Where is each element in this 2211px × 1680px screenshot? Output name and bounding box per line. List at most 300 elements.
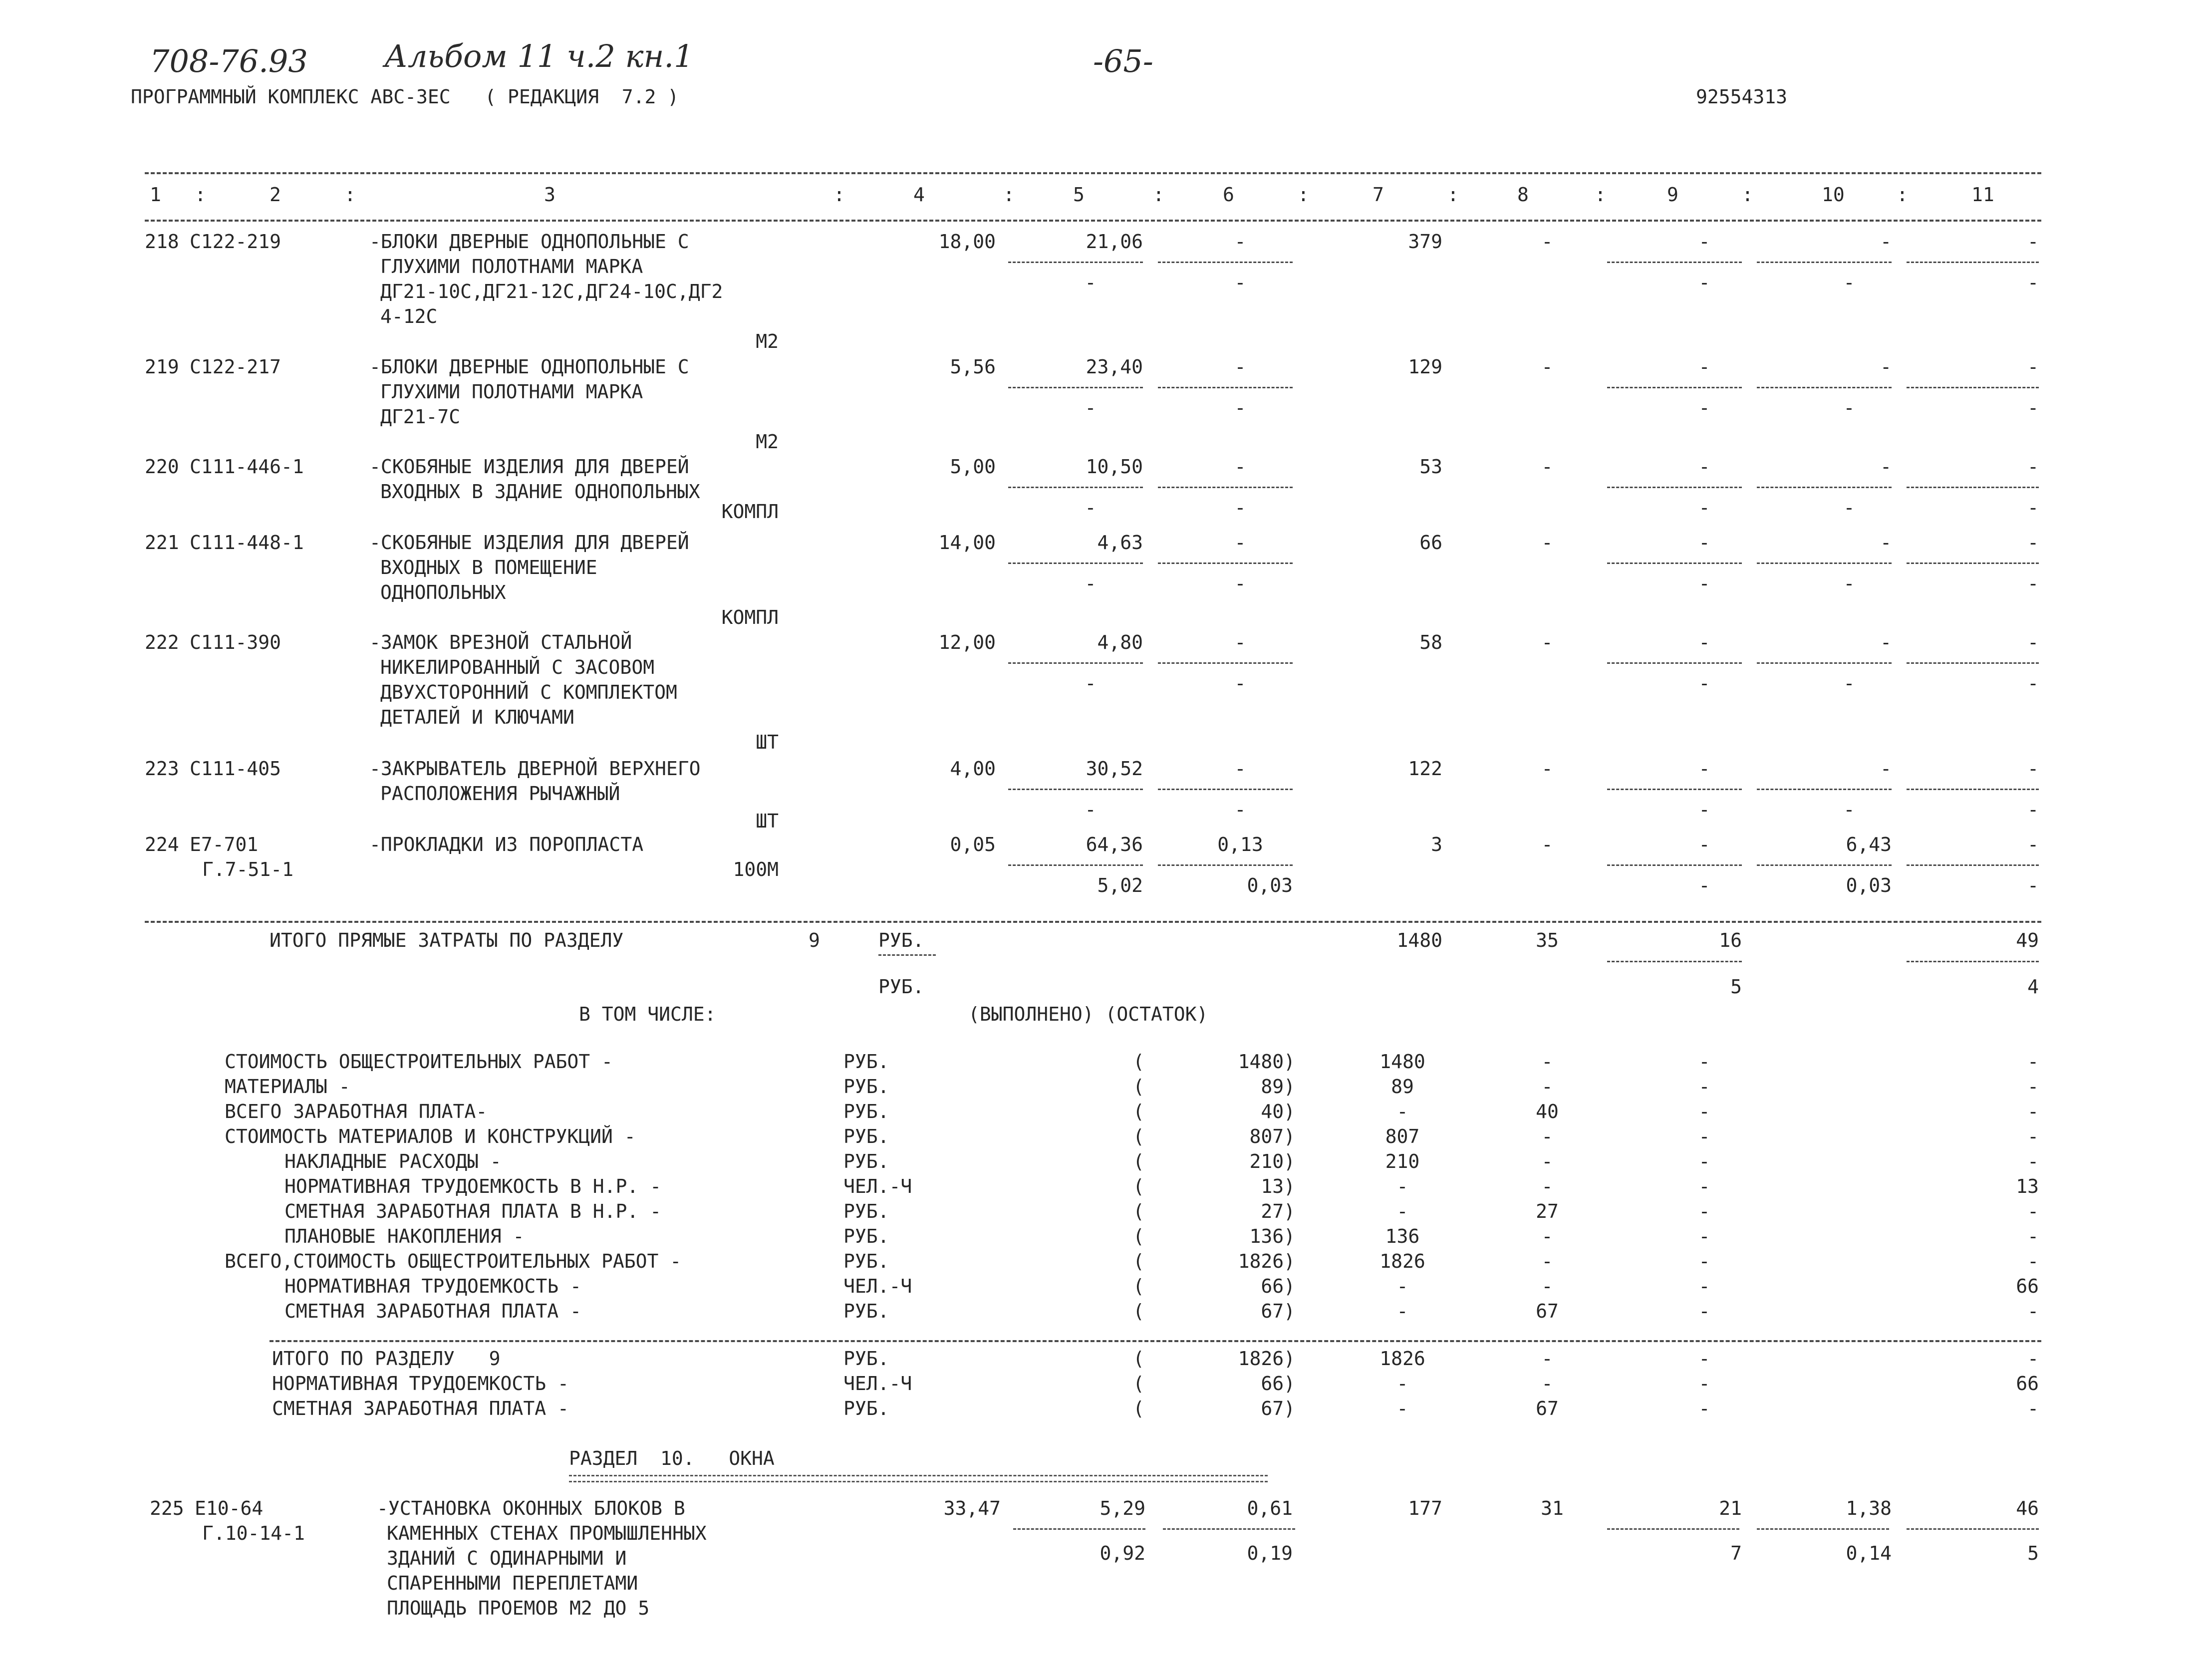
row-quantity: 18,00 [938, 231, 996, 253]
totals-including: В ТОМ ЧИСЛЕ: [579, 1003, 716, 1025]
breakdown-c7: 136 [1385, 1225, 1420, 1247]
breakdown-value: 1480) [1238, 1051, 1295, 1073]
row-col10-lower: - [1843, 497, 1855, 519]
breakdown-c9: - [1698, 1125, 1710, 1147]
row-price-mech-wage: - [1234, 497, 1246, 519]
cell-divider [1757, 487, 1892, 488]
row-col9: - [1698, 834, 1710, 855]
breakdown-paren: ( [1133, 1175, 1144, 1197]
breakdown-c8: - [1541, 1076, 1553, 1098]
column-separator: : [1153, 184, 1164, 206]
row-number: 218 [145, 231, 179, 253]
breakdown-unit: РУБ. [843, 1225, 889, 1247]
row-wage-total: - [1541, 834, 1553, 855]
breakdown-label: НОРМАТИВНАЯ ТРУДОЕМКОСТЬ - [284, 1275, 581, 1297]
row-number: 223 [145, 758, 179, 780]
breakdown-c11: - [2027, 1250, 2039, 1272]
breakdown-c9: - [1698, 1275, 1710, 1297]
section-title: РАЗДЕЛ 10. ОКНА [569, 1447, 775, 1469]
column-header-5: 5 [1073, 184, 1085, 206]
row-col11: - [2027, 834, 2039, 855]
row-price-mech-wage: - [1234, 572, 1246, 594]
column-header-11: 11 [1971, 184, 1994, 206]
cell-divider [1008, 864, 1143, 866]
row-col9: - [1698, 356, 1710, 378]
row-col11-lower: - [2027, 672, 2039, 694]
breakdown-unit: ЧЕЛ.-Ч [843, 1175, 912, 1197]
row-price-mech-wage: 0,19 [1247, 1542, 1293, 1564]
row-description-line: ВХОДНЫХ В ПОМЕЩЕНИЕ [380, 557, 597, 578]
cell-divider [1607, 487, 1742, 488]
cell-divider [1907, 789, 2039, 790]
row-number: 220 [145, 456, 179, 478]
row-description-line: ПЛОЩАДЬ ПРОЕМОВ М2 ДО 5 [387, 1597, 650, 1619]
row-col11: 46 [2016, 1497, 2039, 1519]
row-col10-lower: 0,03 [1846, 874, 1892, 896]
row-quantity: 12,00 [938, 631, 996, 653]
section-rule [270, 1340, 2041, 1342]
totals-c7: 1480 [1396, 929, 1442, 951]
row-price-wage: - [1234, 758, 1246, 780]
breakdown-c8: 67 [1536, 1300, 1559, 1322]
row-code: C111-390 [190, 631, 281, 653]
row-description-line: РАСПОЛОЖЕНИЯ РЫЧАЖНЫЙ [380, 783, 620, 805]
breakdown-c8: - [1541, 1150, 1553, 1172]
cell-divider [1607, 562, 1742, 564]
cell-divider [1757, 662, 1892, 664]
totals-c9: 16 [1719, 929, 1742, 951]
breakdown-paren: ( [1133, 1275, 1144, 1297]
breakdown-c7: 1480 [1380, 1051, 1425, 1073]
breakdown-c11: - [2027, 1200, 2039, 1222]
breakdown-c11: 13 [2016, 1175, 2039, 1197]
row-cost-total: 122 [1408, 758, 1442, 780]
breakdown-c7: - [1396, 1275, 1408, 1297]
row-cost-total: 3 [1431, 834, 1442, 855]
row-col11-lower: - [2027, 272, 2039, 293]
column-header-8: 8 [1517, 184, 1529, 206]
row-col11: - [2027, 356, 2039, 378]
breakdown-paren: ( [1133, 1125, 1144, 1147]
breakdown-paren: ( [1133, 1150, 1144, 1172]
column-separator: : [1595, 184, 1606, 206]
row-description-line: СПАРЕННЫМИ ПЕРЕПЛЕТАМИ [387, 1572, 638, 1594]
cell-divider [1757, 262, 1892, 263]
row-price-mech: - [1085, 397, 1097, 419]
row-code: E7-701 [190, 834, 259, 855]
breakdown-unit: РУБ. [843, 1051, 889, 1073]
breakdown-c7: - [1396, 1175, 1408, 1197]
row-col9: - [1698, 456, 1710, 478]
section-total-c7: - [1396, 1373, 1408, 1395]
totals-c9-lower: 5 [1730, 976, 1742, 998]
row-unit: М2 [756, 330, 779, 352]
cell-divider [1907, 961, 2039, 962]
breakdown-c7: 89 [1391, 1076, 1414, 1098]
section-total-c8: - [1541, 1348, 1553, 1370]
row-col10-lower: 0,14 [1846, 1542, 1892, 1564]
cell-divider [1607, 789, 1742, 790]
row-col10: - [1880, 631, 1892, 653]
breakdown-value: 807) [1249, 1125, 1295, 1147]
row-unit: КОМПЛ [721, 501, 779, 523]
totals-section: 9 [809, 929, 820, 951]
breakdown-c11: - [2027, 1051, 2039, 1073]
breakdown-paren: ( [1133, 1348, 1144, 1370]
breakdown-unit: РУБ. [843, 1200, 889, 1222]
cell-divider [1158, 262, 1293, 263]
column-header-6: 6 [1223, 184, 1234, 206]
section-total-value: 66) [1261, 1373, 1295, 1395]
row-col11-lower: - [2027, 799, 2039, 821]
cell-divider [1607, 961, 1742, 962]
header-top-rule [145, 172, 2041, 174]
row-price-total: 10,50 [1086, 456, 1143, 478]
row-description-line: -УСТАНОВКА ОКОННЫХ БЛОКОВ В [377, 1497, 685, 1519]
breakdown-label: НОРМАТИВНАЯ ТРУДОЕМКОСТЬ В Н.Р. - [284, 1175, 661, 1197]
section-total-c8: 67 [1536, 1398, 1559, 1419]
row-price-mech: - [1085, 497, 1097, 519]
cell-divider [1607, 387, 1742, 388]
row-col11-lower: - [2027, 497, 2039, 519]
cell-divider [1158, 487, 1293, 488]
breakdown-c11: - [2027, 1125, 2039, 1147]
breakdown-c11: - [2027, 1150, 2039, 1172]
row-col10: 6,43 [1846, 834, 1892, 855]
cell-divider [1757, 387, 1892, 388]
row-number: 221 [145, 532, 179, 554]
breakdown-label: ВСЕГО,СТОИМОСТЬ ОБЩЕСТРОИТЕЛЬНЫХ РАБОТ - [225, 1250, 682, 1272]
column-header-4: 4 [913, 184, 925, 206]
section-total-c9: - [1698, 1348, 1710, 1370]
cell-divider [1013, 1528, 1145, 1530]
breakdown-unit: РУБ. [843, 1101, 889, 1122]
cell-divider [1607, 1528, 1739, 1530]
breakdown-value: 40) [1261, 1101, 1295, 1122]
breakdown-c8: - [1541, 1051, 1553, 1073]
breakdown-label: СТОИМОСТЬ ОБЩЕСТРОИТЕЛЬНЫХ РАБОТ - [225, 1051, 613, 1073]
row-description-line: ДВУХСТОРОННИЙ С КОМПЛЕКТОМ [380, 681, 677, 703]
section-total-c11: - [2027, 1398, 2039, 1419]
totals-done-remainder: (ВЫПОЛНЕНО) (ОСТАТОК) [968, 1003, 1208, 1025]
row-price-mech-wage: - [1234, 799, 1246, 821]
section-total-value: 67) [1261, 1398, 1295, 1419]
cell-divider [1907, 1528, 2039, 1530]
section-total-value: 1826) [1238, 1348, 1295, 1370]
handwritten-album: Альбом 11 ч.2 кн.1 [384, 38, 694, 74]
column-separator: : [833, 184, 845, 206]
cell-divider [1907, 562, 2039, 564]
row-col10: - [1880, 231, 1892, 253]
breakdown-unit: РУБ. [843, 1125, 889, 1147]
row-quantity: 5,00 [950, 456, 996, 478]
section-title-underline [569, 1475, 1268, 1482]
row-col9: - [1698, 631, 1710, 653]
row-price-mech: - [1085, 799, 1097, 821]
row-price-total: 5,29 [1100, 1497, 1145, 1519]
row-col10-lower: - [1843, 397, 1855, 419]
row-cost-total: 53 [1419, 456, 1442, 478]
totals-label: ИТОГО ПРЯМЫЕ ЗАТРАТЫ ПО РАЗДЕЛУ [270, 929, 624, 951]
document-code: 92554313 [1696, 86, 1788, 108]
row-description-line: -ЗАКРЫВАТЕЛЬ ДВЕРНОЙ ВЕРХНЕГО [369, 758, 701, 780]
totals-unit: РУБ. [878, 929, 924, 951]
row-cost-total: 66 [1419, 532, 1442, 554]
row-col9-lower: - [1698, 497, 1710, 519]
breakdown-c8: 40 [1536, 1101, 1559, 1122]
breakdown-c11: - [2027, 1225, 2039, 1247]
row-cost-total: 129 [1408, 356, 1442, 378]
column-header-1: 1 [150, 184, 161, 206]
row-col10-lower: - [1843, 799, 1855, 821]
totals-c11: 49 [2016, 929, 2039, 951]
breakdown-c8: - [1541, 1175, 1553, 1197]
row-wage-total: - [1541, 456, 1553, 478]
row-number: 224 [145, 834, 179, 855]
cell-divider [1008, 662, 1143, 664]
breakdown-paren: ( [1133, 1250, 1144, 1272]
breakdown-c9: - [1698, 1150, 1710, 1172]
row-price-total: 64,36 [1086, 834, 1143, 855]
section-total-c8: - [1541, 1373, 1553, 1395]
breakdown-c11: - [2027, 1101, 2039, 1122]
cell-divider [1163, 1528, 1295, 1530]
row-price-mech: 0,92 [1100, 1542, 1145, 1564]
cell-divider [1158, 662, 1293, 664]
row-col11-lower: - [2027, 572, 2039, 594]
column-header-9: 9 [1667, 184, 1678, 206]
breakdown-unit: ЧЕЛ.-Ч [843, 1275, 912, 1297]
row-code: E10-64 [195, 1497, 264, 1519]
row-description-line: НИКЕЛИРОВАННЫЙ С ЗАСОВОМ [380, 656, 655, 678]
breakdown-label: МАТЕРИАЛЫ - [225, 1076, 350, 1098]
row-price-mech-wage: - [1234, 397, 1246, 419]
breakdown-c9: - [1698, 1225, 1710, 1247]
section-total-c11: - [2027, 1348, 2039, 1370]
row-col10: - [1880, 356, 1892, 378]
cell-divider [1607, 864, 1742, 866]
row-price-mech-wage: 0,03 [1247, 874, 1293, 896]
row-cost-total: 58 [1419, 631, 1442, 653]
cell-divider [1008, 789, 1143, 790]
row-price-mech-wage: - [1234, 272, 1246, 293]
section-total-label: НОРМАТИВНАЯ ТРУДОЕМКОСТЬ - [272, 1373, 569, 1395]
row-unit: 100М [733, 858, 779, 880]
breakdown-c9: - [1698, 1076, 1710, 1098]
totals-c8: 35 [1536, 929, 1559, 951]
row-price-wage: - [1234, 532, 1246, 554]
handwritten-page-number: -65- [1093, 43, 1153, 79]
row-description-line: ДЕТАЛЕЙ И КЛЮЧАМИ [380, 706, 574, 728]
breakdown-c7: 210 [1385, 1150, 1420, 1172]
breakdown-value: 1826) [1238, 1250, 1295, 1272]
row-description-line: -СКОБЯНЫЕ ИЗДЕЛИЯ ДЛЯ ДВЕРЕЙ [369, 532, 689, 554]
row-code: C122-219 [190, 231, 281, 253]
breakdown-value: 13) [1261, 1175, 1295, 1197]
row-price-wage: 0,13 [1217, 834, 1263, 855]
row-code: C111-405 [190, 758, 281, 780]
cell-divider [1757, 789, 1892, 790]
column-separator: : [1742, 184, 1753, 206]
breakdown-c8: 27 [1536, 1200, 1559, 1222]
section-total-c7: 1826 [1380, 1348, 1425, 1370]
row-col10: - [1880, 532, 1892, 554]
row-col11: - [2027, 758, 2039, 780]
row-col9-lower: - [1698, 397, 1710, 419]
row-col11: - [2027, 231, 2039, 253]
row-price-total: 30,52 [1086, 758, 1143, 780]
row-description-line: -ПРОКЛАДКИ ИЗ ПОРОПЛАСТА [369, 834, 644, 855]
row-col9-lower: - [1698, 672, 1710, 694]
section-total-label: СМЕТНАЯ ЗАРАБОТНАЯ ПЛАТА - [272, 1398, 569, 1419]
row-col9-lower: - [1698, 272, 1710, 293]
row-price-total: 23,40 [1086, 356, 1143, 378]
breakdown-label: ПЛАНОВЫЕ НАКОПЛЕНИЯ - [284, 1225, 525, 1247]
breakdown-unit: РУБ. [843, 1250, 889, 1272]
section-total-c9: - [1698, 1373, 1710, 1395]
section-total-c9: - [1698, 1398, 1710, 1419]
breakdown-c8: - [1541, 1275, 1553, 1297]
totals-c11-lower: 4 [2027, 976, 2039, 998]
row-price-total: 21,06 [1086, 231, 1143, 253]
breakdown-c9: - [1698, 1200, 1710, 1222]
cell-divider [1907, 387, 2039, 388]
column-header-10: 10 [1822, 184, 1845, 206]
row-description-line: -БЛОКИ ДВЕРНЫЕ ОДНОПОЛЬНЫЕ С [369, 231, 689, 253]
row-col11: - [2027, 456, 2039, 478]
breakdown-c7: 1826 [1380, 1250, 1425, 1272]
breakdown-paren: ( [1133, 1051, 1144, 1073]
section-total-label: ИТОГО ПО РАЗДЕЛУ 9 [272, 1348, 501, 1370]
breakdown-c7: - [1396, 1300, 1408, 1322]
row-col9-lower: - [1698, 874, 1710, 896]
row-description-line: ДГ21-7С [380, 406, 461, 428]
breakdown-label: НАКЛАДНЫЕ РАСХОДЫ - [284, 1150, 502, 1172]
handwritten-project-number: 708-76.93 [150, 43, 308, 79]
column-separator: : [1897, 184, 1908, 206]
row-col10: - [1880, 456, 1892, 478]
row-col11: - [2027, 631, 2039, 653]
breakdown-c11: - [2027, 1300, 2039, 1322]
row-price-mech: - [1085, 672, 1097, 694]
row-price-mech: - [1085, 272, 1097, 293]
breakdown-c7: - [1396, 1101, 1408, 1122]
row-quantity: 5,56 [950, 356, 996, 378]
column-separator: : [1003, 184, 1015, 206]
breakdown-c9: - [1698, 1300, 1710, 1322]
row-col9: - [1698, 758, 1710, 780]
row-price-total: 4,80 [1097, 631, 1143, 653]
row-price-wage: - [1234, 356, 1246, 378]
column-separator: : [195, 184, 206, 206]
row-description-line: ЗДАНИЙ С ОДИНАРНЫМИ И [387, 1547, 627, 1569]
row-col10-lower: - [1843, 272, 1855, 293]
row-col10-lower: - [1843, 572, 1855, 594]
breakdown-c9: - [1698, 1175, 1710, 1197]
section-total-c11: 66 [2016, 1373, 2039, 1395]
section-total-unit: ЧЕЛ.-Ч [843, 1373, 912, 1395]
cell-divider [1757, 864, 1892, 866]
row-wage-total: - [1541, 231, 1553, 253]
row-wage-total: - [1541, 758, 1553, 780]
breakdown-unit: РУБ. [843, 1300, 889, 1322]
breakdown-value: 89) [1261, 1076, 1295, 1098]
cell-divider [1008, 487, 1143, 488]
cell-divider [1158, 864, 1293, 866]
column-header-2: 2 [270, 184, 281, 206]
breakdown-paren: ( [1133, 1200, 1144, 1222]
breakdown-value: 67) [1261, 1300, 1295, 1322]
cell-divider [1757, 1528, 1889, 1530]
row-code: C111-448-1 [190, 532, 304, 554]
row-price-wage: - [1234, 456, 1246, 478]
row-price-mech: - [1085, 572, 1097, 594]
row-description-line: 4-12С [380, 305, 438, 327]
row-col9: 21 [1719, 1497, 1742, 1519]
breakdown-paren: ( [1133, 1076, 1144, 1098]
row-description-line: ГЛУХИМИ ПОЛОТНАМИ МАРКА [380, 256, 643, 278]
cell-divider [1607, 662, 1742, 664]
row-description-line: ОДНОПОЛЬНЫХ [380, 581, 506, 603]
breakdown-label: СМЕТНАЯ ЗАРАБОТНАЯ ПЛАТА В Н.Р. - [284, 1200, 661, 1222]
program-header: ПРОГРАММНЫЙ КОМПЛЕКС АВС-3ЕС ( РЕДАКЦИЯ 7.2 ) [131, 86, 679, 108]
row-col11-lower: - [2027, 874, 2039, 896]
breakdown-label: СТОИМОСТЬ МАТЕРИАЛОВ И КОНСТРУКЦИЙ - [225, 1125, 636, 1147]
cell-divider [1008, 562, 1143, 564]
row-price-mech: 5,02 [1097, 874, 1143, 896]
row-price-wage: - [1234, 231, 1246, 253]
breakdown-paren: ( [1133, 1101, 1144, 1122]
row-quantity: 4,00 [950, 758, 996, 780]
column-header-3: 3 [544, 184, 555, 206]
cell-divider [1158, 789, 1293, 790]
row-col10: 1,38 [1846, 1497, 1892, 1519]
row-wage-total: 31 [1541, 1497, 1564, 1519]
row-price-mech-wage: - [1234, 672, 1246, 694]
breakdown-paren: ( [1133, 1300, 1144, 1322]
row-quantity: 33,47 [943, 1497, 1001, 1519]
row-cost-total: 379 [1408, 231, 1442, 253]
breakdown-value: 136) [1249, 1225, 1295, 1247]
unit-underline [878, 954, 936, 956]
cell-divider [1158, 387, 1293, 388]
column-separator: : [1298, 184, 1309, 206]
breakdown-c9: - [1698, 1250, 1710, 1272]
row-number: 222 [145, 631, 179, 653]
breakdown-c9: - [1698, 1101, 1710, 1122]
breakdown-value: 66) [1261, 1275, 1295, 1297]
row-description-line: -ЗАМОК ВРЕЗНОЙ СТАЛЬНОЙ [369, 631, 632, 653]
row-price-total: 4,63 [1097, 532, 1143, 554]
row-col11-lower: - [2027, 397, 2039, 419]
cell-divider [1607, 262, 1742, 263]
row-price-wage: - [1234, 631, 1246, 653]
header-bottom-rule [145, 220, 2041, 222]
row-code: C122-217 [190, 356, 281, 378]
breakdown-c11: 66 [2016, 1275, 2039, 1297]
row-unit: ШТ [756, 731, 779, 753]
breakdown-c7: 807 [1385, 1125, 1420, 1147]
row-wage-total: - [1541, 532, 1553, 554]
row-price-wage: 0,61 [1247, 1497, 1293, 1519]
row-wage-total: - [1541, 356, 1553, 378]
cell-divider [1907, 864, 2039, 866]
section-total-unit: РУБ. [843, 1398, 889, 1419]
breakdown-unit: РУБ. [843, 1076, 889, 1098]
row-unit: М2 [756, 431, 779, 453]
row-unit: ШТ [756, 810, 779, 832]
breakdown-paren: ( [1133, 1225, 1144, 1247]
